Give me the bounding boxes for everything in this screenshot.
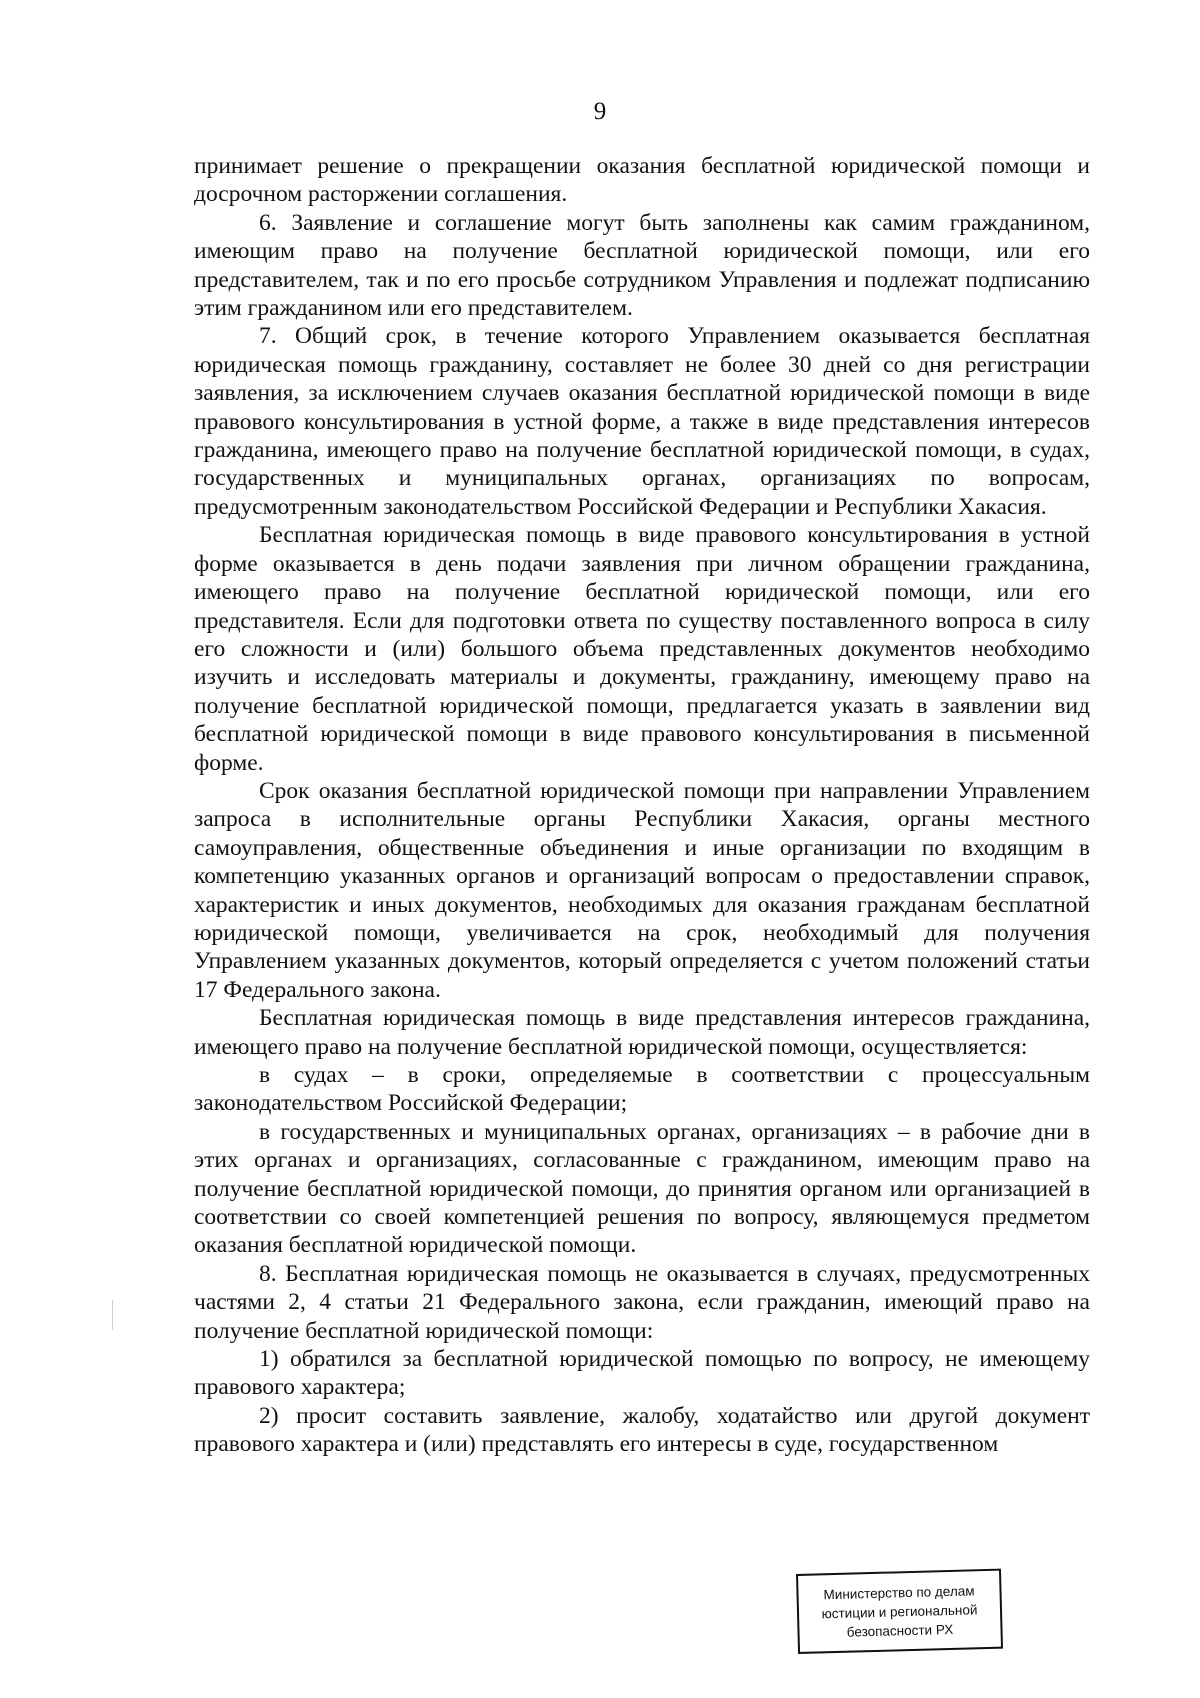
page-number: 9 — [593, 98, 607, 125]
paragraph: 7. Общий срок, в течение которого Управлением оказывается бесплатная юридическая помощь гражданину, составляет не более 30 дней со дня регистрации заявления, за исключением случаев оказания бесплатной юридической помощи в виде правового консультирования в устной форме, а также в виде представления интересов гражданина, имеющего право на получение бесплатной юридической помощи, в судах, государственных и муниципальных органах, организациях по вопросам, предусмотренным законодательством Российской Федерации и Республики Хакасия. — [194, 323, 1090, 520]
paragraph: Бесплатная юридическая помощь в виде правового консультирования в устной форме оказывается в день подачи заявления при личном обращении гражданина, имеющего право на получение бесплатной юридической помощи, или его представителя. Если для подготовки ответа по существу поставленного вопроса в силу его сложности и (или) большого объема представленных документов необходимо изучить и исследовать материалы и документы, гражданину, имеющему право на получение бесплатной юридической помощи, предлагается указать в заявлении вид бесплатной юридической помощи в виде правового консультирования в письменной форме. — [194, 522, 1090, 776]
paragraph: 6. Заявление и соглашение могут быть заполнены как самим гражданином, имеющим право на получение бесплатной юридической помощи, или его представителем, так и по его просьбе сотрудником Управления и подлежат подписанию этим гражданином или его представителем. — [194, 209, 1090, 322]
paragraph: 8. Бесплатная юридическая помощь не оказывается в случаях, предусмотренных частями 2, 4 статьи 21 Федерального закона, если гражданин, имеющий право на получение бесплатной юридической помощи: — [194, 1260, 1090, 1344]
stamp-line: Министерство по делам — [823, 1583, 975, 1603]
scan-margin-mark — [112, 1300, 113, 1330]
paragraph: в государственных и муниципальных органах, организациях – в рабочие дни в этих органах и организациях, согласованные с гражданином, имеющим право на получение бесплатной юридической помощи, до принятия органом или организацией в соответствии со своей компетенцией решения по вопросу, являющемуся предметом оказания бесплатной юридической помощи. — [194, 1118, 1090, 1259]
paragraph: Бесплатная юридическая помощь в виде представления интересов гражданина, имеющего право на получение бесплатной юридической помощи, осуществляется: — [194, 1005, 1090, 1060]
paragraph: в судах – в сроки, определяемые в соответствии с процессуальным законодательством Российской Федерации; — [194, 1062, 1090, 1117]
paragraph: 2) просит составить заявление, жалобу, ходатайство или другой документ правового характера и (или) представлять его интересы в суде, государственном — [194, 1402, 1090, 1458]
ministry-stamp — [796, 1569, 1003, 1654]
paragraph: 1) обратился за бесплатной юридической помощью по вопросу, не имеющему правового характера; — [194, 1346, 1090, 1401]
paragraph: принимает решение о прекращении оказания бесплатной юридической помощи и досрочном расторжении соглашения. — [194, 153, 1090, 208]
document-body — [194, 152, 1090, 1459]
stamp-line: безопасности РХ — [846, 1621, 954, 1640]
paragraph: Срок оказания бесплатной юридической помощи при направлении Управлением запроса в исполнительные органы Республики Хакасия, органы местного самоуправления, общественные объединения и иные организации по входящим в компетенцию указанных органов и организаций вопросам о предоставлении справок, характеристик и иных документов, необходимых для оказания гражданам бесплатной юридической помощи, увеличивается на срок, необходимый для получения Управлением указанных документов, который определяется с учетом положений статьи 17 Федерального закона. — [194, 777, 1090, 1003]
stamp-line: юстиции и региональной — [821, 1602, 978, 1622]
